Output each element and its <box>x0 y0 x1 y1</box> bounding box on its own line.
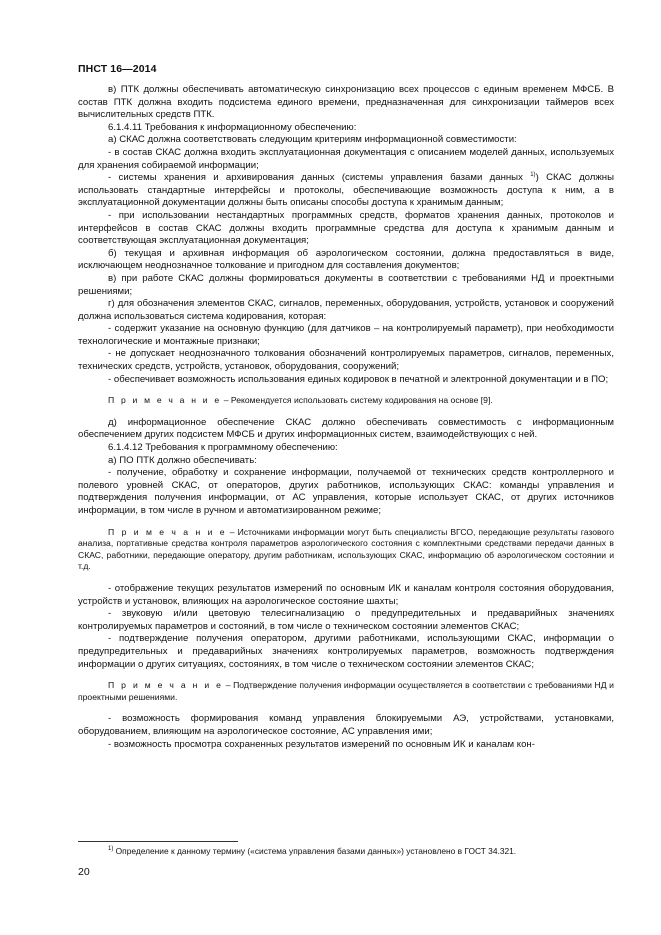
list-item: - содержит указание на основную функцию (для датчиков – на контролируемый параметр), при необходимости технологические и монтажные признаки; <box>78 323 614 347</box>
paragraph: б) текущая и архивная информация об аэрологическом состоянии, должна предоставляться в виде, исключающем неоднозначное толкование и пригодном для составления документов; <box>78 247 614 272</box>
footnote-divider <box>78 841 238 842</box>
footnote-reference: 1) <box>530 171 536 178</box>
note <box>78 680 614 703</box>
list-item: - возможность просмотра сохраненных результатов измерений по основным ИК и каналам кон- <box>108 738 535 750</box>
list-item <box>78 172 614 210</box>
note-text: – Источниками информации могут быть специалисты ВГСО, передающие результаты газового анализа, портативные средства контроля параметров аэрологического состояния с комплектными средствами передачи данных в СКАС, работники, передающие оператору, другим работникам, использующих СКАС, информацию об аэрологическом состоянии и т.д. <box>78 526 614 572</box>
note-label: П р и м е ч а н и е <box>108 395 222 406</box>
note-text: – Подтверждение получения информации осуществляется в соответствии с требованиями НД и проектными решениями. <box>78 680 614 702</box>
section-heading: 6.1.4.11 Требования к информационному обеспечению: <box>108 121 357 133</box>
section-heading: 6.1.4.12 Требования к программному обеспечению: <box>108 442 338 454</box>
footnote <box>78 846 614 857</box>
paragraph: в) при работе СКАС должны формироваться документы в соответствии с требованиями НД и проектными решениями; <box>78 272 614 297</box>
text-fragment: - системы хранения и архивирования данных (системы управления базами данных <box>108 172 523 184</box>
note <box>78 395 614 407</box>
document-body <box>78 84 614 751</box>
list-item: - при использовании нестандартных программных средств, форматов хранения данных, протоколов и интерфейсов в состав СКАС должны входить программные средства для доступа к хранимым данным и соответствующая эксплуатационная документация; <box>78 209 614 247</box>
paragraph: а) ПО ПТК должно обеспечивать: <box>108 454 257 466</box>
list-item: - возможность формирования команд управления блокируемыми АЭ, устройствами, установками, оборудованием, влияющим на аэрологическое состояние, АС управления ими; <box>78 713 614 737</box>
list-item: - подтверждение получения оператором, другими работниками, использующими СКАС, информации о предупредительных и предаварийных значениях контролируемых параметров, возможность подтверждения информации о других ситуациях, состояниях, в том числе о техническом состоянии элементов СКАС; <box>78 633 614 670</box>
list-item: - получение, обработку и сохранение информации, получаемой от технических средств контроллерного и полевого уровней СКАС, от операторов, других работников, использующих СКАС: команды управления и подтверждения получения информации, от АС управления, которые использует СКАС, от других источников информации, в том числе в ручном и автоматизированном режиме; <box>78 467 614 516</box>
footnote-text: Определение к данному термину («система управления базами данных») установлено в ГОСТ 34.321. <box>113 846 517 856</box>
footnote-marker: 1) <box>108 846 114 853</box>
list-item: - обеспечивает возможность использования единых кодировок в печатной и электронной документации и в ПО; <box>108 373 609 385</box>
note-text: – Рекомендуется использовать систему кодирования на основе [9]. <box>221 395 493 406</box>
note-label: П р и м е ч а н и е <box>108 680 224 691</box>
page-number: 20 <box>78 866 90 878</box>
list-item: - отображение текущих результатов измерений по основным ИК и каналам контроля состояния оборудования, устройств и установок, влияющих на аэрологическое состояние шахты; <box>78 582 614 607</box>
list-item: - не допускает неоднозначного толкования обозначений контролируемых параметров, сигналов, переменных, технических средств, устройств, установок, оборудования, сооружений; <box>78 348 614 373</box>
paragraph: д) информационное обеспечение СКАС должно обеспечивать совместимость с информационным обеспечением других подсистем МФСБ и других информационных систем, взаимодействующих с ней. <box>78 416 614 441</box>
paragraph: в) ПТК должны обеспечивать автоматическую синхронизацию всех процессов с единым временем МФСБ. В состав ПТК должна входить подсистема единого времени, предназначенная для синхронизации таймеров всех вычислительных средств ПТК. <box>78 84 614 121</box>
document-header: ПНСТ 16—2014 <box>78 63 157 75</box>
text-fragment: ) СКАС должны использовать стандартные интерфейсы и протоколы, обеспечивающие возможность доступа к ним, а в эксплуатационной документации должны быть описаны способы доступа к хранимым данным; <box>78 172 614 209</box>
note <box>78 527 614 573</box>
list-item: - в состав СКАС должна входить эксплуатационная документация с описанием моделей данных, используемых для хранения собираемой информации; <box>78 146 614 171</box>
note-label: П р и м е ч а н и е <box>108 526 227 537</box>
list-item: - звуковую и/или цветовую телесигнализацию о предупредительных и предаварийных значениях контролируемых параметров и состояний, в том числе о техническом состоянии элементов СКАС; <box>78 608 614 632</box>
paragraph: г) для обозначения элементов СКАС, сигналов, переменных, оборудования, устройств, установок и сооружений должна использоваться система кодирования, которая: <box>78 298 614 322</box>
paragraph: а) СКАС должна соответствовать следующим критериям информационной совместимости: <box>108 134 517 146</box>
